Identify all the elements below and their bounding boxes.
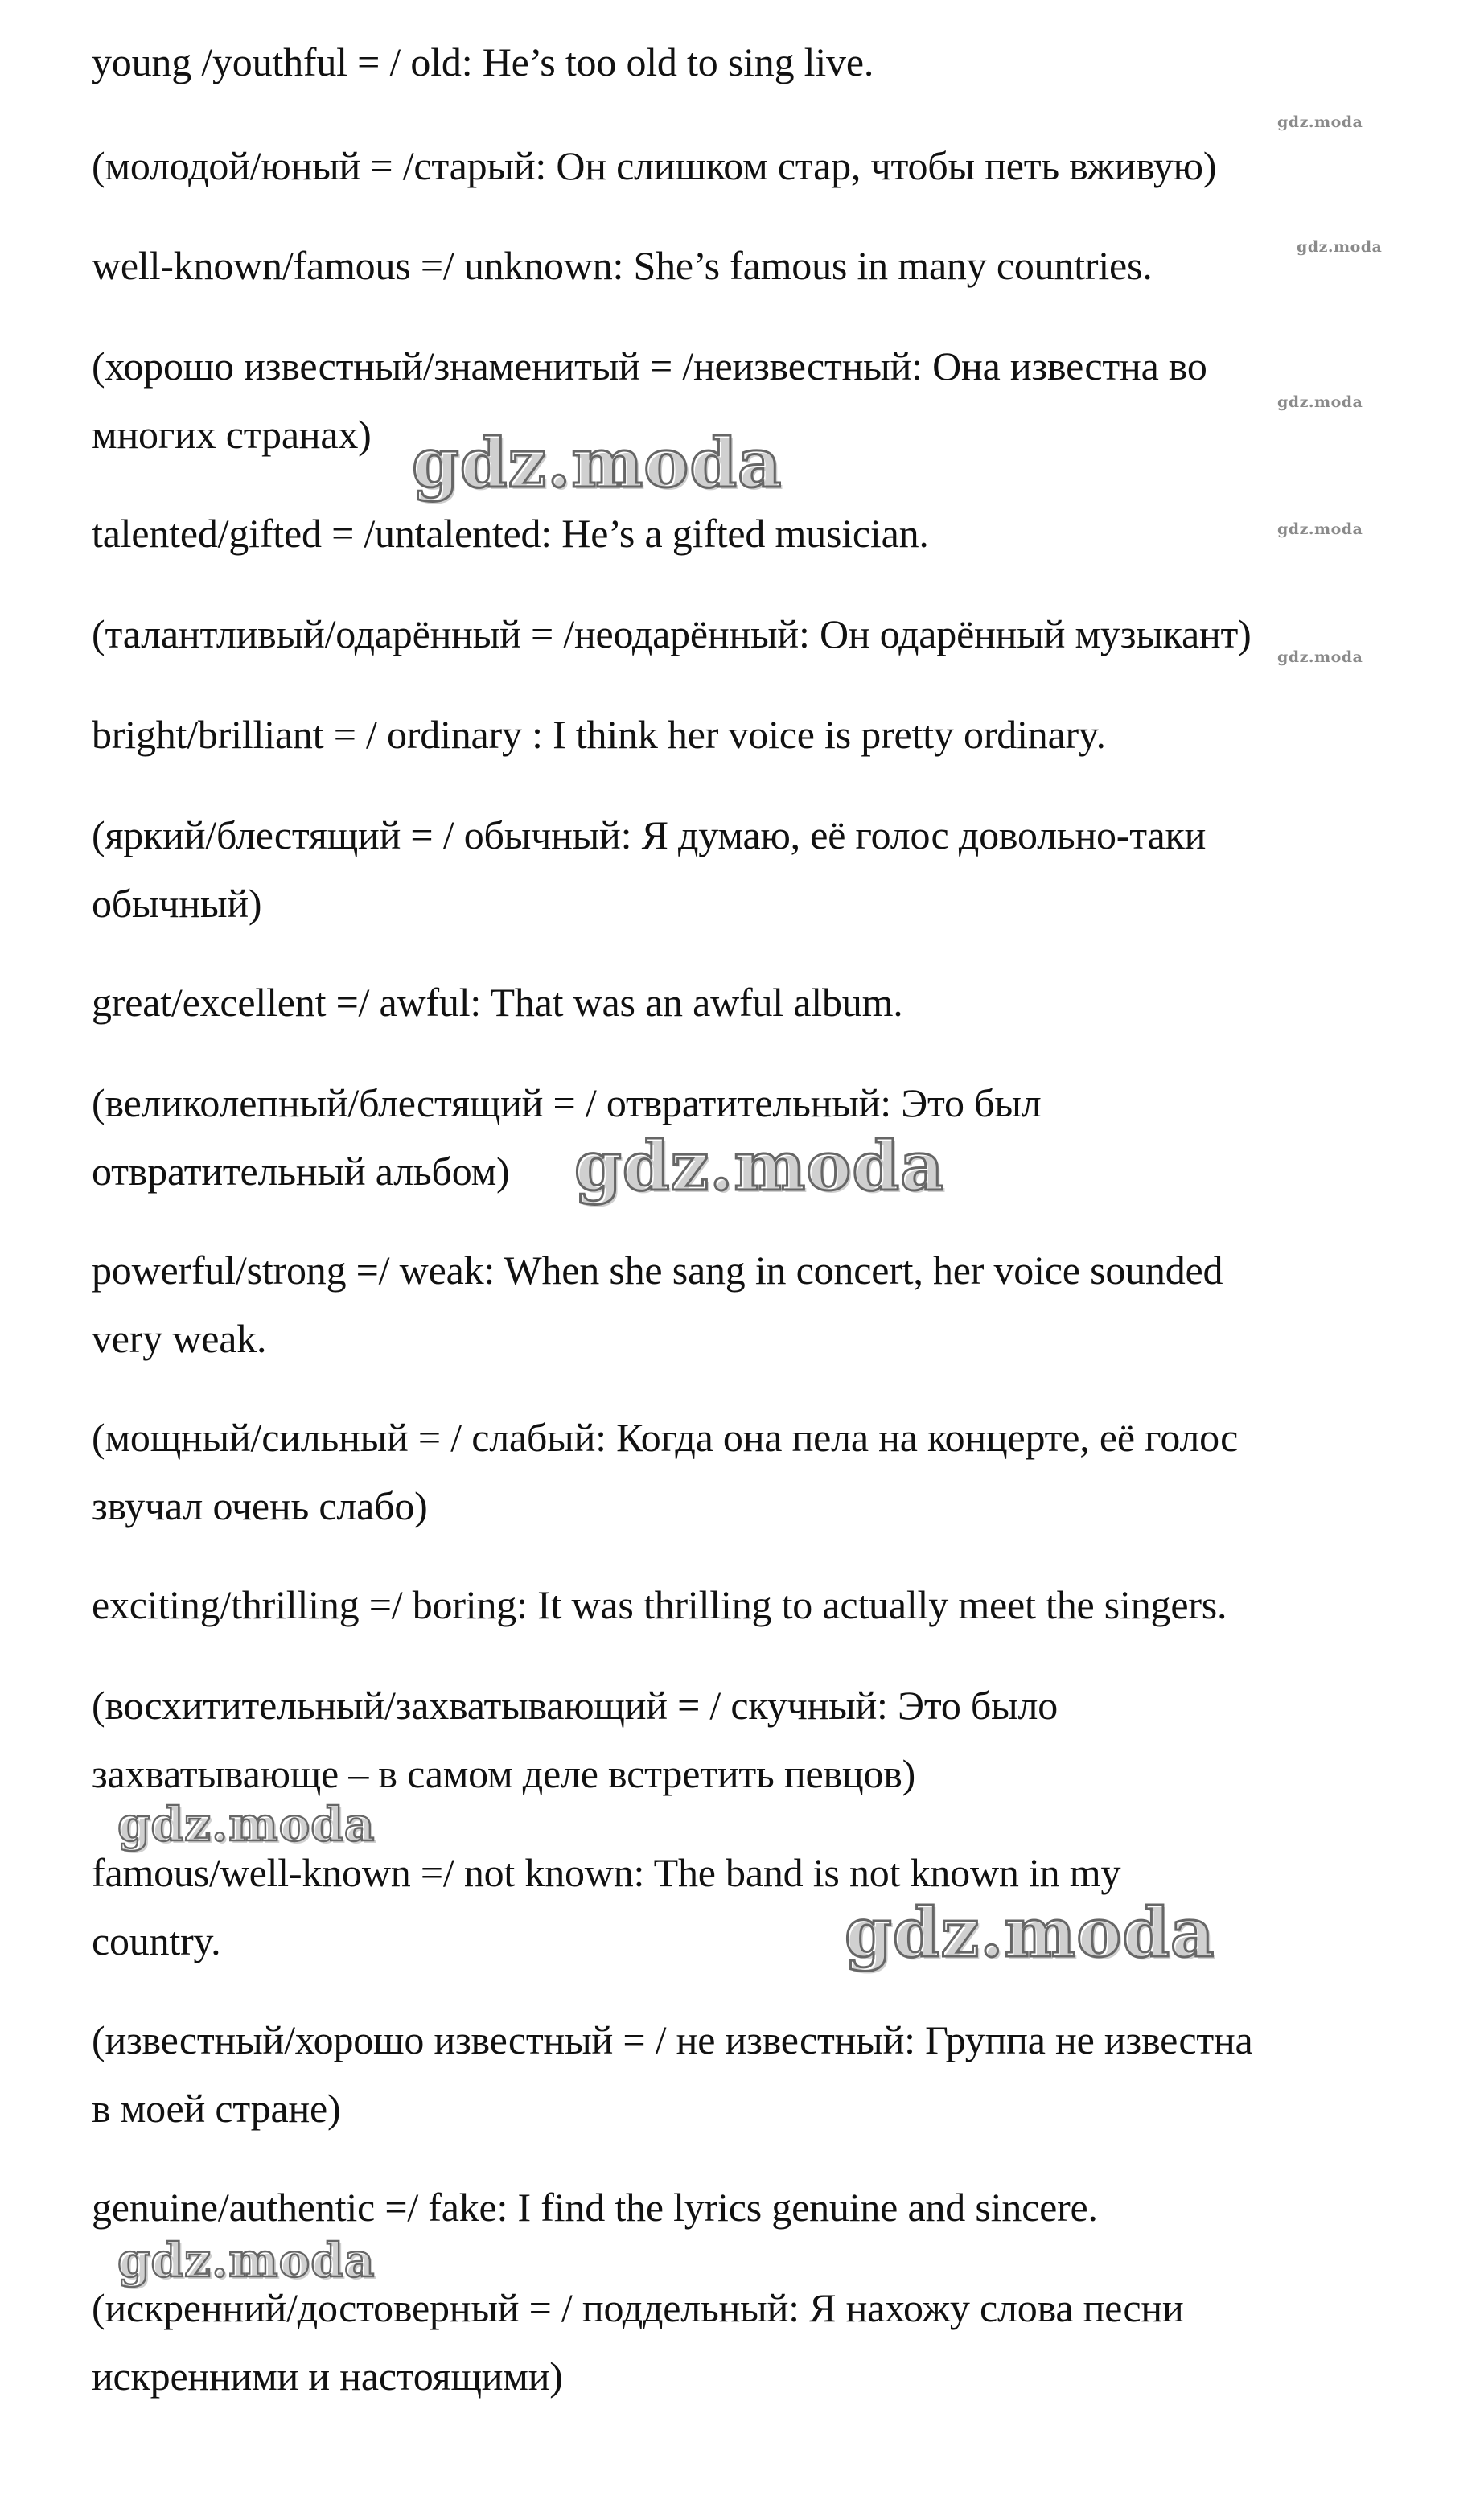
watermark-small: gdz.moda	[1277, 393, 1363, 411]
text-line: young /youthful = / old: He’s too old to sing live.	[92, 39, 874, 84]
text-line: (талантливый/одарённый = /неодарённый: Он одарённый музыкант)	[92, 611, 1252, 656]
text-line: (известный/хорошо известный = / не известный: Группа не известна	[92, 2017, 1253, 2062]
text-line: (восхитительный/захватывающий = / скучный: Это было	[92, 1683, 1059, 1728]
text-line: (хорошо известный/знаменитый = /неизвестный: Она известна во	[92, 343, 1207, 389]
watermark-large: gdz.moda	[117, 2233, 376, 2288]
text-line: exciting/thrilling =/ boring: It was thrilling to actually meet the singers.	[92, 1582, 1227, 1627]
text-line: отвратительный альбом)	[92, 1149, 510, 1194]
text-line: искренними и настоящими)	[92, 2354, 563, 2399]
text-line: захватывающе – в самом деле встретить певцов)	[92, 1751, 916, 1796]
text-line: great/excellent =/ awful: That was an awful album.	[92, 980, 903, 1025]
text-line: (искренний/достоверный = / поддельный: Я нахожу слова песни	[92, 2285, 1184, 2330]
text-line: famous/well-known =/ not known: The band is not known in my	[92, 1850, 1121, 1895]
text-line: very weak.	[92, 1316, 267, 1361]
text-line: talented/gifted = /untalented: He’s a gifted musician.	[92, 511, 929, 556]
text-line: обычный)	[92, 881, 262, 926]
text-line: в моей стране)	[92, 2086, 341, 2131]
watermark-large: gdz.moda	[845, 1893, 1215, 1972]
text-line: (мощный/сильный = / слабый: Когда она пела на концерте, её голос	[92, 1415, 1239, 1460]
text-line: (яркий/блестящий = / обычный: Я думаю, её голос довольно-таки	[92, 812, 1207, 857]
text-line: звучал очень слабо)	[92, 1483, 428, 1528]
watermark-small: gdz.moda	[1277, 113, 1363, 131]
text-line: (молодой/юный = /старый: Он слишком стар, чтобы петь вживую)	[92, 143, 1217, 188]
watermark-small: gdz.moda	[1297, 238, 1383, 256]
text-line: well-known/famous =/ unknown: She’s famous in many countries.	[92, 243, 1153, 288]
text-line: country.	[92, 1918, 221, 1963]
watermark-small: gdz.moda	[1277, 648, 1363, 666]
text-line: powerful/strong =/ weak: When she sang in concert, her voice sounded	[92, 1248, 1223, 1293]
watermark-large: gdz.moda	[574, 1126, 945, 1206]
text-line: bright/brilliant = / ordinary : I think her voice is pretty ordinary.	[92, 712, 1106, 757]
text-line: genuine/authentic =/ fake: I find the lyrics genuine and sincere.	[92, 2185, 1098, 2230]
watermark-large: gdz.moda	[117, 1797, 376, 1852]
watermark-large: gdz.moda	[412, 423, 783, 503]
text-line: многих странах)	[92, 412, 372, 457]
watermark-small: gdz.moda	[1277, 520, 1363, 538]
text-line: (великолепный/блестящий = / отвратительный: Это был	[92, 1080, 1042, 1125]
